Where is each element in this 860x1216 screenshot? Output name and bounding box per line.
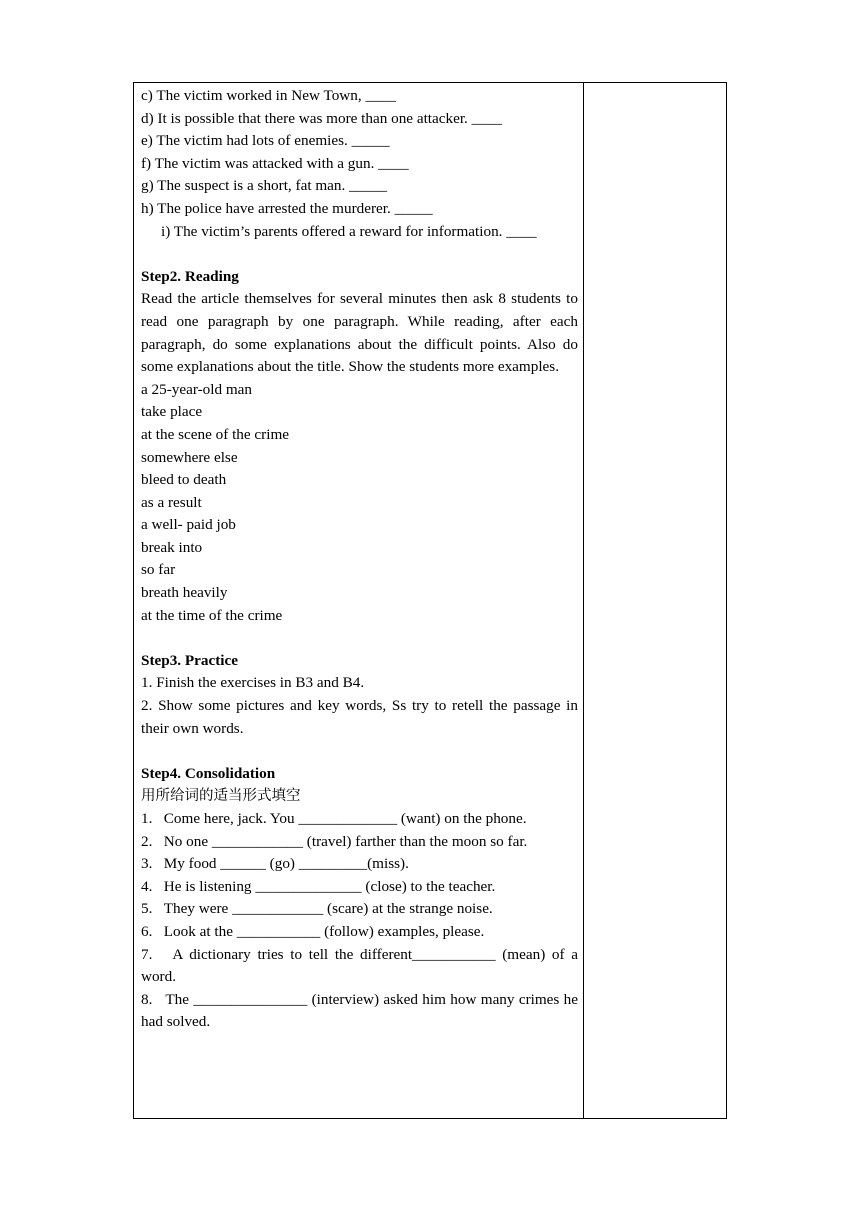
phrase-item: at the time of the crime xyxy=(141,606,283,624)
practice-item-1: 1. Finish the exercises in B3 and B4. xyxy=(141,674,365,692)
step2-paragraph: Read the article themselves for several minutes then ask 8 students to read one paragraph by one paragraph. While reading, after each paragraph, do some explanations about the difficult points. Also do some explanations about the title. Show the students more examples. xyxy=(141,290,578,376)
step4-instruction: 用所给词的适当形式填空 xyxy=(141,788,301,805)
phrase-item: a well- paid job xyxy=(141,516,236,534)
exercise-item: 5. They were ____________ (scare) at the strange noise. xyxy=(141,900,493,918)
step3-heading: Step3. Practice xyxy=(141,651,238,669)
step2-heading: Step2. Reading xyxy=(141,267,239,285)
statement-list xyxy=(141,85,578,243)
phrase-item: at the scene of the crime xyxy=(141,425,290,443)
exercise-item: 1. Come here, jack. You _____________ (want) on the phone. xyxy=(141,810,527,827)
spacer xyxy=(141,627,578,650)
content-cell xyxy=(141,85,578,1034)
phrase-item: somewhere else xyxy=(141,448,238,466)
phrase-list xyxy=(141,379,578,628)
statement-h: h) The police have arrested the murderer. _____ xyxy=(141,199,433,217)
exercise-list xyxy=(141,808,578,1034)
spacer xyxy=(141,243,578,266)
statement-c: c) The victim worked in New Town, ____ xyxy=(141,87,396,104)
step4-heading: Step4. Consolidation xyxy=(141,764,276,782)
exercise-item: 3. My food ______ (go) _________(miss). xyxy=(141,855,409,873)
practice-item-2: 2. Show some pictures and key words, Ss try to retell the passage in their own words. xyxy=(141,697,578,737)
exercise-item: 6. Look at the ___________ (follow) examples, please. xyxy=(141,922,485,940)
exercise-item: 7. A dictionary tries to tell the different___________ (mean) of a word. xyxy=(141,945,578,986)
notes-cell xyxy=(584,83,726,1118)
phrase-item: a 25-year-old man xyxy=(141,380,253,398)
phrase-item: breath heavily xyxy=(141,584,228,602)
phrase-item: bleed to death xyxy=(141,471,227,489)
statement-g: g) The suspect is a short, fat man. _____ xyxy=(141,177,388,195)
statement-d: d) It is possible that there was more than one attacker. ____ xyxy=(141,109,503,127)
exercise-item: 4. He is listening ______________ (close) to the teacher. xyxy=(141,877,496,895)
phrase-item: so far xyxy=(141,561,176,579)
phrase-item: as a result xyxy=(141,493,202,511)
statement-i: i) The victim’s parents offered a reward for information. ____ xyxy=(161,222,537,240)
lesson-table xyxy=(133,82,727,1119)
statement-f: f) The victim was attacked with a gun. ____ xyxy=(141,154,409,172)
exercise-item: 8. The _______________ (interview) asked him how many crimes he had solved. xyxy=(141,990,578,1031)
phrase-item: break into xyxy=(141,538,203,556)
spacer xyxy=(141,740,578,763)
statement-e: e) The victim had lots of enemies. _____ xyxy=(141,132,390,150)
exercise-item: 2. No one ____________ (travel) farther than the moon so far. xyxy=(141,832,528,850)
phrase-item: take place xyxy=(141,403,203,421)
